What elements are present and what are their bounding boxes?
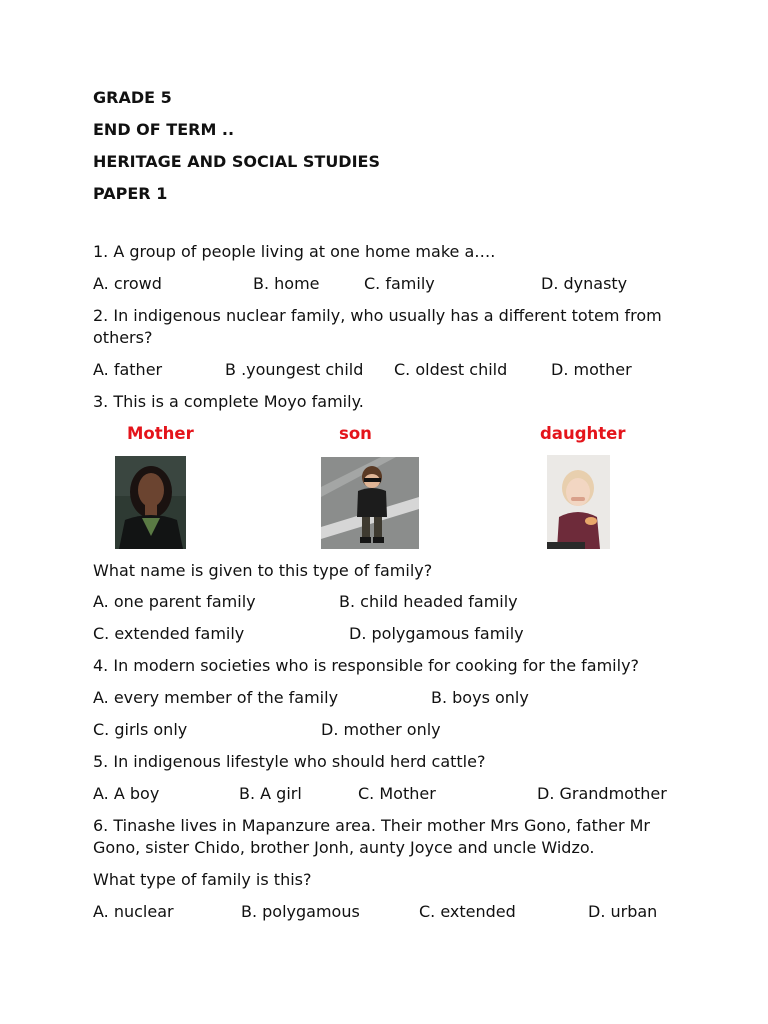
q6-option-c: C. extended	[419, 902, 516, 921]
question-5: 5. In indigenous lifestyle who should herd cattle?	[93, 752, 486, 771]
question-4: 4. In modern societies who is responsible for cooking for the family?	[93, 656, 640, 675]
q5-option-c: C. Mother	[358, 784, 436, 803]
question-1: 1. A group of people living at one home make a….	[93, 242, 496, 261]
q5-option-d: D. Grandmother	[537, 784, 667, 803]
daughter-photo	[547, 455, 610, 549]
question-3: 3. This is a complete Moyo family.	[93, 392, 364, 411]
q4-option-c: C. girls only	[93, 720, 188, 739]
question-2-line-2: others?	[93, 328, 153, 347]
q1-option-c: C. family	[364, 274, 435, 293]
q4-option-b: B. boys only	[431, 688, 529, 707]
q2-option-c: C. oldest child	[394, 360, 508, 379]
q3-option-b: B. child headed family	[339, 592, 518, 611]
q6-option-b: B. polygamous	[241, 902, 360, 921]
q2-option-a: A. father	[93, 360, 163, 379]
question-3-sub: What name is given to this type of family?	[93, 561, 433, 580]
q6-option-d: D. urban	[588, 902, 658, 921]
subject-heading: HERITAGE AND SOCIAL STUDIES	[93, 152, 380, 171]
q4-option-a: A. every member of the family	[93, 688, 339, 707]
question-2-line-1: 2. In indigenous nuclear family, who usually has a different totem from	[93, 306, 662, 325]
paper-heading: PAPER 1	[93, 184, 168, 203]
grade-heading: GRADE 5	[93, 88, 172, 107]
q1-option-b: B. home	[253, 274, 320, 293]
q5-option-b: B. A girl	[239, 784, 302, 803]
caption-daughter: daughter	[540, 424, 626, 443]
son-photo	[321, 457, 419, 549]
q2-option-d: D. mother	[551, 360, 632, 379]
term-heading: END OF TERM ..	[93, 120, 235, 139]
q4-option-d: D. mother only	[321, 720, 441, 739]
q5-option-a: A. A boy	[93, 784, 160, 803]
question-6-line-1: 6. Tinashe lives in Mapanzure area. Their mother Mrs Gono, father Mr	[93, 816, 650, 835]
q1-option-a: A. crowd	[93, 274, 162, 293]
q3-option-a: A. one parent family	[93, 592, 256, 611]
question-6-line-2: Gono, sister Chido, brother Jonh, aunty Joyce and uncle Widzo.	[93, 838, 595, 857]
q6-option-a: A. nuclear	[93, 902, 174, 921]
question-6-sub: What type of family is this?	[93, 870, 312, 889]
mother-photo	[115, 456, 186, 549]
q1-option-d: D. dynasty	[541, 274, 628, 293]
q2-option-b: B .youngest child	[225, 360, 364, 379]
caption-mother: Mother	[127, 424, 194, 443]
caption-son: son	[339, 424, 372, 443]
q3-option-c: C. extended family	[93, 624, 245, 643]
q3-option-d: D. polygamous family	[349, 624, 524, 643]
